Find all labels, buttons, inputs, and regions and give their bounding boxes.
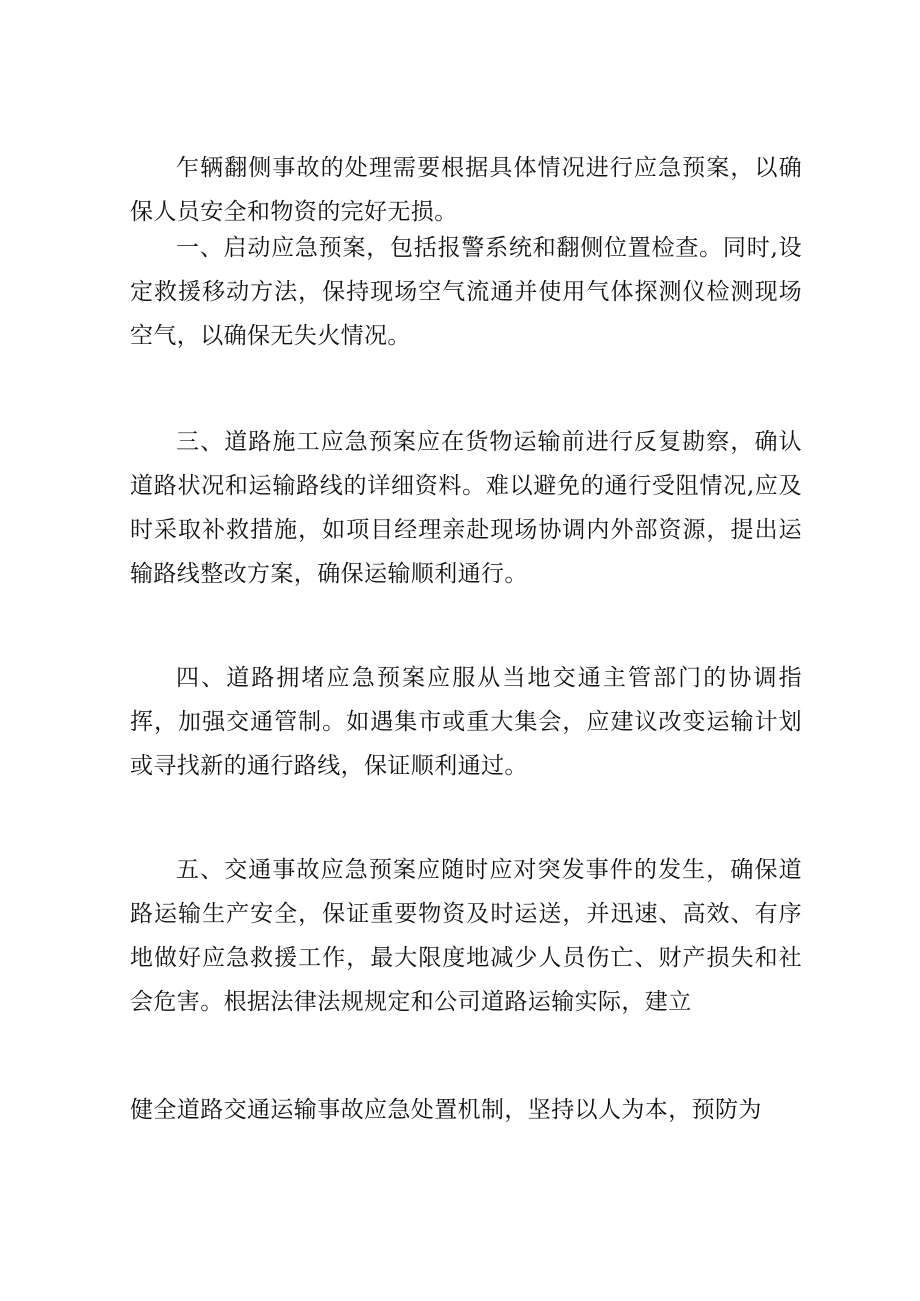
paragraph-section-1: 一、启动应急预案，包括报警系统和翻侧位置检查。同时,设定救援移动方法，保持现场空气流通并使用气体探测仪检测现场空气，以确保无失火情况。 [130, 235, 802, 349]
paragraph-section-3: 三、道路施工应急预案应在货物运输前进行反复勘察，确认道路状况和运输路线的详细资料。难以避免的通行受阻情况,应及时采取补救措施，如项目经理亲赴现场协调内外部资源，提出运输路线整改方案，确保运输顺利通行。 [130, 429, 802, 587]
paragraph-section-5: 五、交通事故应急预案应随时应对突发事件的发生，确保道路运输生产安全，保证重要物资及时运送，并迅速、高效、有序地做好应急救援工作，最大限度地减少人员伤亡、财产损失和社会危害。根据法律法规规定和公司道路运输实际，建立 [130, 857, 802, 1015]
paragraph-section-4: 四、道路拥堵应急预案应服从当地交通主管部门的协调指挥，加强交通管制。如遇集市或重大集会，应建议改变运输计划或寻找新的通行路线，保证顺利通过。 [130, 665, 802, 779]
paragraph-intro: 乍辆翻侧事故的处理需要根据具体情况进行应急预案，以确保人员安全和物资的完好无损。 [130, 155, 802, 225]
paragraph-continuation: 健全道路交通运输事故应急处置机制，坚持以人为本，预防为 [130, 1097, 762, 1123]
